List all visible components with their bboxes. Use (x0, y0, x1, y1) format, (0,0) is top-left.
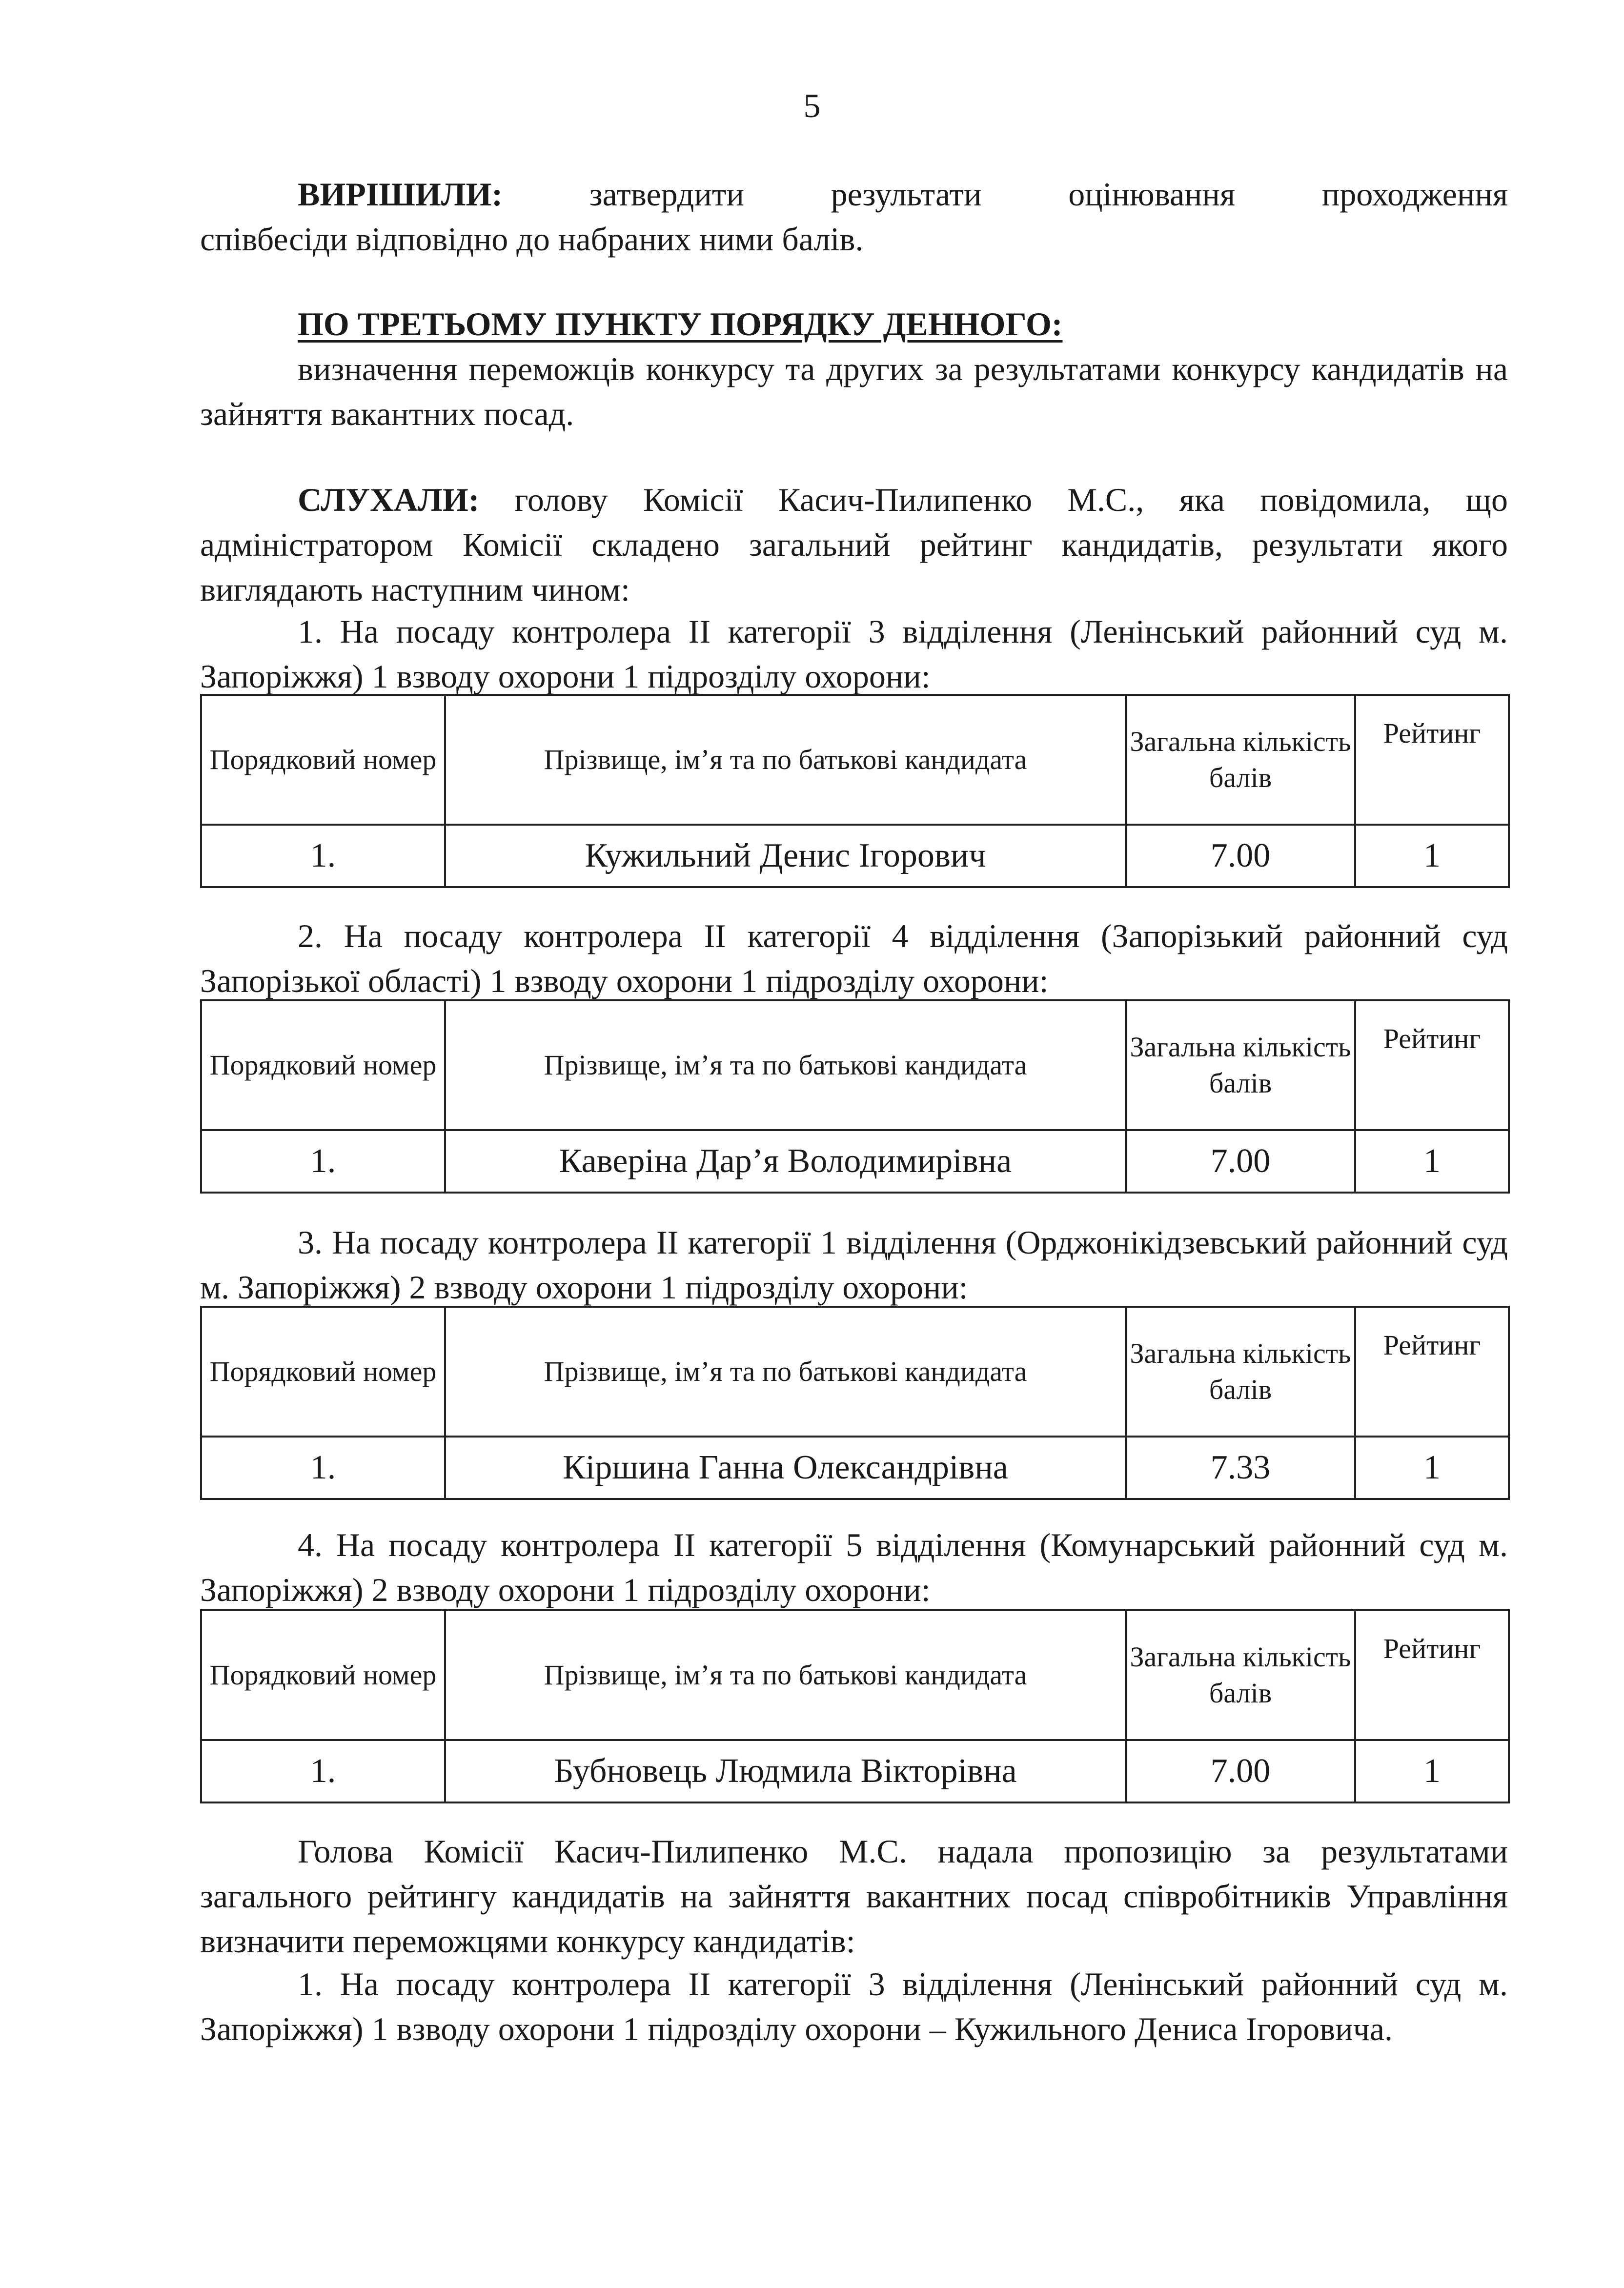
candidate-table-4 (200, 1609, 1510, 1803)
decided-text-1: затвердити результати оцінювання проходження (589, 176, 1508, 213)
cell-rating: 1 (1355, 1130, 1509, 1193)
proposal-paragraph: Голова Комісії Касич-Пилипенко М.С. надала пропозицію за результатами загального рейтингу кандидатів на зайняття вакантних посад співробітників Управління визначити переможцями конкурсу кандидатів: (200, 1833, 1508, 1960)
third-item-text: визначення переможців конкурсу та других за результатами конкурсу кандидатів на зайняття вакантних посад. (200, 350, 1508, 432)
decided-label: ВИРІШИЛИ: (298, 176, 503, 213)
cell-name: Кужильний Денис Ігорович (445, 825, 1126, 887)
table-header-row (201, 1610, 1509, 1740)
header-rating: Рейтинг (1355, 1610, 1509, 1740)
header-rating: Рейтинг (1355, 1307, 1509, 1437)
header-name: Прізвище, ім’я та по батькові кандидата (445, 1610, 1126, 1740)
table-row (201, 1740, 1509, 1802)
header-rating: Рейтинг (1355, 695, 1509, 825)
cell-name: Кіршина Ганна Олександрівна (445, 1437, 1126, 1499)
table-header-row (201, 695, 1509, 825)
header-score: Загальна кількість балів (1126, 1307, 1355, 1437)
header-name: Прізвище, ім’я та по батькові кандидата (445, 1307, 1126, 1437)
header-score: Загальна кількість балів (1126, 1610, 1355, 1740)
proposal-item-1: 1. На посаду контролера ІІ категорії 3 відділення (Ленінський районний суд м. Запоріжжя) 1 взводу охорони 1 підрозділу охорони – Кужильного Дениса Ігоровича. (200, 1965, 1508, 2047)
position-title-3: 3. На посаду контролера ІІ категорії 1 відділення (Орджонікідзевський районний суд м. Запоріжжя) 2 взводу охорони 1 підрозділу охорони: (200, 1224, 1508, 1306)
cell-score: 7.00 (1126, 1740, 1355, 1802)
cell-name: Каверіна Дар’я Володимирівна (445, 1130, 1126, 1193)
cell-score: 7.00 (1126, 825, 1355, 887)
header-number: Порядковий номер (201, 1000, 445, 1130)
cell-score: 7.00 (1126, 1130, 1355, 1193)
cell-name: Бубновець Людмила Вікторівна (445, 1740, 1126, 1802)
header-score: Загальна кількість балів (1126, 695, 1355, 825)
table-row (201, 1437, 1509, 1499)
candidate-table-3 (200, 1306, 1510, 1500)
heard-paragraph (200, 477, 1508, 612)
decided-line-2: співбесіди відповідно до набраних ними балів. (200, 221, 864, 258)
decided-line-1 (200, 172, 1508, 217)
cell-score: 7.33 (1126, 1437, 1355, 1499)
cell-number: 1. (201, 1437, 445, 1499)
position-title-1: 1. На посаду контролера ІІ категорії 3 відділення (Ленінський районний суд м. Запоріжжя) 1 взводу охорони 1 підрозділу охорони: (200, 613, 1508, 695)
table-row (201, 1130, 1509, 1193)
header-name: Прізвище, ім’я та по батькові кандидата (445, 695, 1126, 825)
table-header-row (201, 1000, 1509, 1130)
header-rating: Рейтинг (1355, 1000, 1509, 1130)
position-title-4: 4. На посаду контролера ІІ категорії 5 відділення (Комунарський районний суд м. Запоріжжя) 2 взводу охорони 1 підрозділу охорони: (200, 1526, 1508, 1608)
header-score: Загальна кількість балів (1126, 1000, 1355, 1130)
cell-rating: 1 (1355, 1437, 1509, 1499)
table-row (201, 825, 1509, 887)
cell-rating: 1 (1355, 1740, 1509, 1802)
candidate-table-2 (200, 999, 1510, 1194)
page-number: 5 (803, 87, 821, 125)
heard-text: голову Комісії Касич-Пилипенко М.С., яка повідомила, що адміністратором Комісії складено загальний рейтинг кандидатів, результати якого виглядають наступним чином: (200, 481, 1508, 608)
cell-number: 1. (201, 1130, 445, 1193)
table-header-row (201, 1307, 1509, 1437)
cell-number: 1. (201, 825, 445, 887)
header-number: Порядковий номер (201, 695, 445, 825)
header-number: Порядковий номер (201, 1610, 445, 1740)
header-number: Порядковий номер (201, 1307, 445, 1437)
cell-rating: 1 (1355, 825, 1509, 887)
cell-number: 1. (201, 1740, 445, 1802)
position-title-2: 2. На посаду контролера ІІ категорії 4 відділення (Запорізький районний суд Запорізької області) 1 взводу охорони 1 підрозділу охорони: (200, 917, 1508, 999)
heard-label: СЛУХАЛИ: (298, 481, 480, 518)
header-name: Прізвище, ім’я та по батькові кандидата (445, 1000, 1126, 1130)
third-item-heading: ПО ТРЕТЬОМУ ПУНКТУ ПОРЯДКУ ДЕННОГО: (298, 305, 1063, 343)
candidate-table-1 (200, 694, 1510, 888)
decided-paragraph (200, 172, 1508, 217)
